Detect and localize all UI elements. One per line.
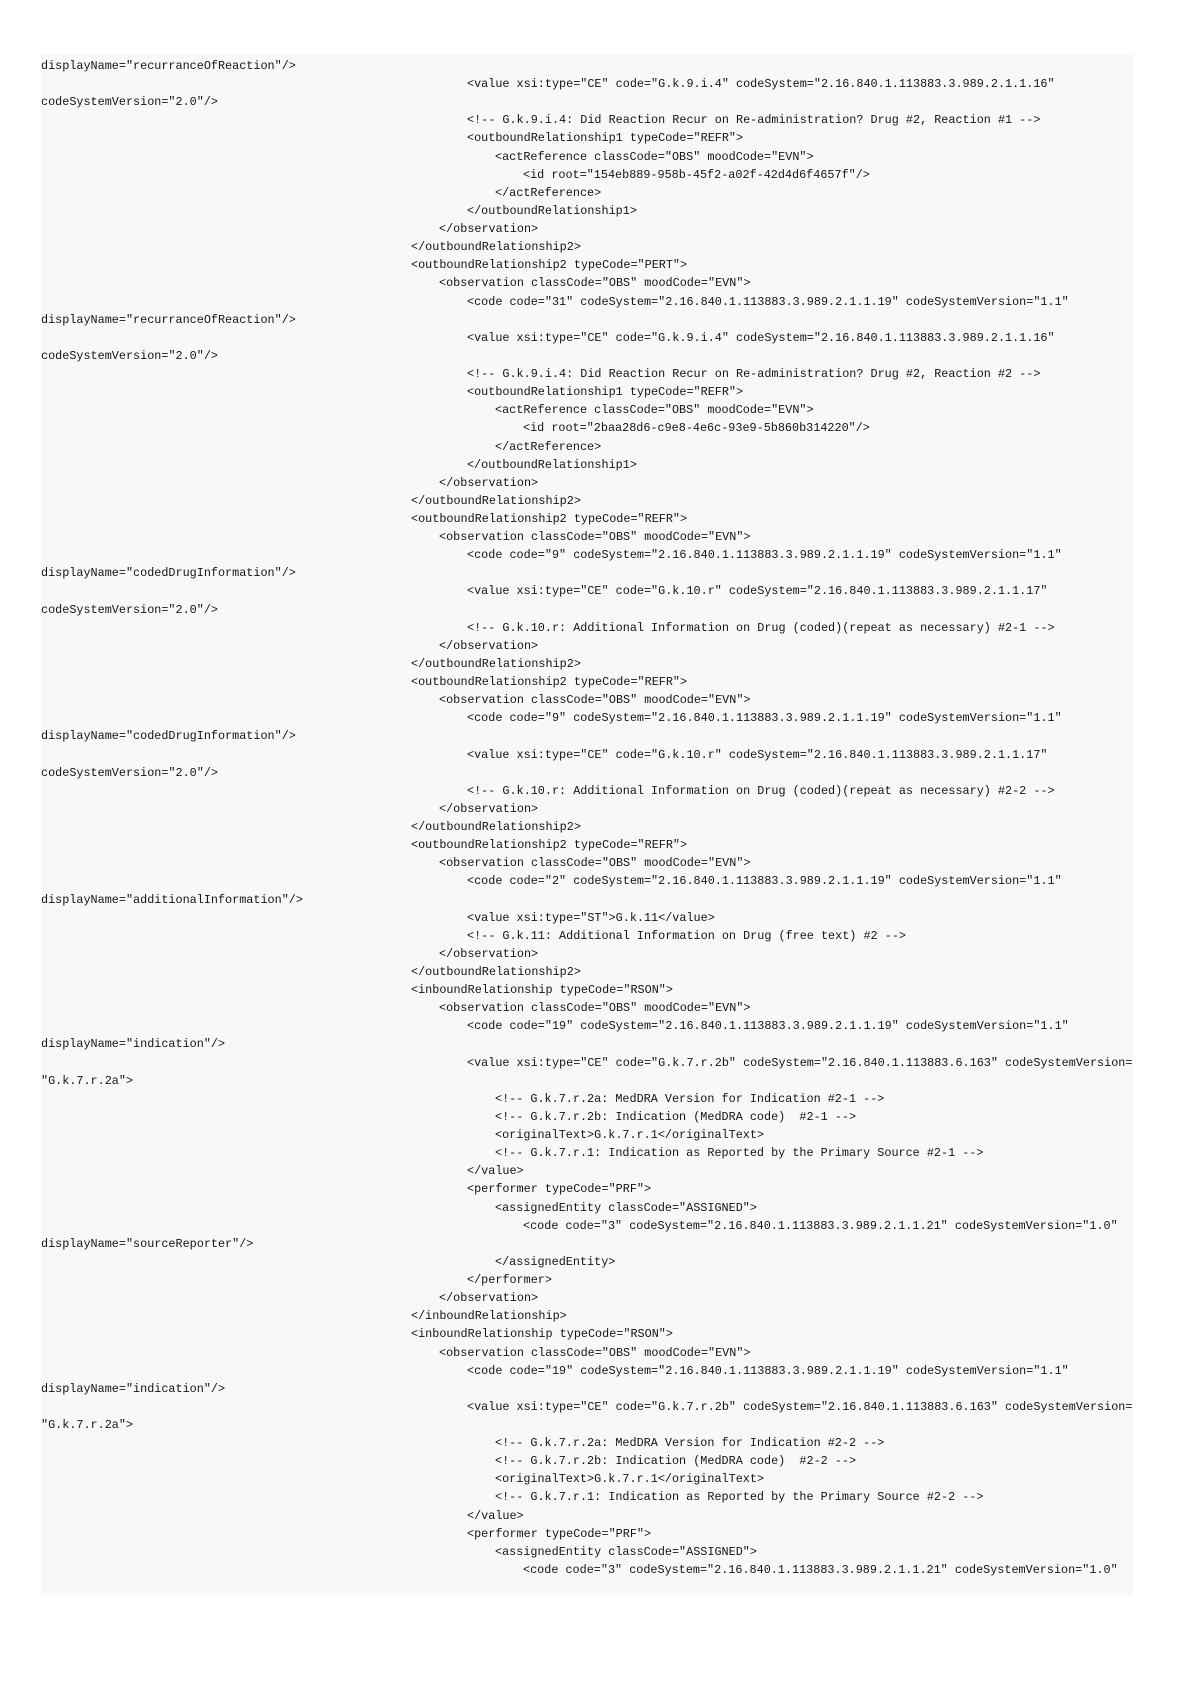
wrapped-code-line: codeSystemVersion="2.0"/> <box>41 765 218 780</box>
code-line: <!-- G.k.7.r.1: Indication as Reported by the Primary Source #2-2 --> <box>495 1490 984 1505</box>
code-line: <observation classCode="OBS" moodCode="EVN"> <box>439 1345 751 1360</box>
code-line: <actReference classCode="OBS" moodCode="EVN"> <box>495 403 814 418</box>
code-line: </observation> <box>439 1291 539 1306</box>
code-line: <value xsi:type="CE" code="G.k.10.r" codeSystem="2.16.840.1.113883.3.989.2.1.1.17" <box>467 584 1048 599</box>
code-line: <observation classCode="OBS" moodCode="EVN"> <box>439 530 751 545</box>
code-line: <observation classCode="OBS" moodCode="EVN"> <box>439 693 751 708</box>
code-line: <!-- G.k.7.r.2b: Indication (MedDRA code) #2-2 --> <box>495 1454 857 1469</box>
code-line: <performer typeCode="PRF"> <box>467 1182 652 1197</box>
code-line: <value xsi:type="CE" code="G.k.7.r.2b" codeSystem="2.16.840.1.113883.6.163" codeSystemVersion= <box>467 1399 1133 1414</box>
code-line: <code code="9" codeSystem="2.16.840.1.113883.3.989.2.1.1.19" codeSystemVersion="1.1" <box>467 711 1062 726</box>
code-line: <code code="9" codeSystem="2.16.840.1.113883.3.989.2.1.1.19" codeSystemVersion="1.1" <box>467 548 1062 563</box>
code-line: </assignedEntity> <box>495 1254 616 1269</box>
code-line: <value xsi:type="CE" code="G.k.7.r.2b" codeSystem="2.16.840.1.113883.6.163" codeSystemVersion= <box>467 1055 1133 1070</box>
code-line: <code code="3" codeSystem="2.16.840.1.113883.3.989.2.1.1.21" codeSystemVersion="1.0" <box>523 1562 1118 1577</box>
code-line: <value xsi:type="ST">G.k.11</value> <box>467 910 715 925</box>
wrapped-code-line: "G.k.7.r.2a"> <box>41 1418 134 1432</box>
code-line: <outboundRelationship1 typeCode="REFR"> <box>467 385 744 400</box>
code-line: <!-- G.k.11: Additional Information on Drug (free text) #2 --> <box>467 928 906 943</box>
code-line: <value xsi:type="CE" code="G.k.10.r" codeSystem="2.16.840.1.113883.3.989.2.1.1.17" <box>467 747 1048 762</box>
code-line: </observation> <box>439 222 539 237</box>
code-line: </outboundRelationship2> <box>411 493 581 508</box>
wrapped-code-line: displayName="recurranceOfReaction"/> <box>41 59 296 73</box>
code-line: <observation classCode="OBS" moodCode="EVN"> <box>439 276 751 291</box>
code-line: </observation> <box>439 638 539 653</box>
code-line: <observation classCode="OBS" moodCode="EVN"> <box>439 856 751 871</box>
code-line: <outboundRelationship2 typeCode="REFR"> <box>411 512 688 526</box>
code-line: <!-- G.k.10.r: Additional Information on Drug (coded)(repeat as necessary) #2-1 --> <box>467 620 1055 635</box>
code-line: </value> <box>467 1508 524 1523</box>
code-line: </outboundRelationship2> <box>411 240 581 255</box>
code-line: </outboundRelationship1> <box>467 457 637 472</box>
wrapped-code-line: displayName="recurranceOfReaction"/> <box>41 312 296 327</box>
code-line: <value xsi:type="CE" code="G.k.9.i.4" codeSystem="2.16.840.1.113883.3.989.2.1.1.16" <box>467 330 1055 345</box>
code-line: <outboundRelationship2 typeCode="PERT"> <box>411 258 688 273</box>
wrapped-code-line: displayName="additionalInformation"/> <box>41 892 303 907</box>
wrapped-code-line: codeSystemVersion="2.0"/> <box>41 348 218 363</box>
wrapped-code-line: displayName="codedDrugInformation"/> <box>41 566 296 581</box>
code-line: <assignedEntity classCode="ASSIGNED"> <box>495 1544 757 1559</box>
code-line: <value xsi:type="CE" code="G.k.9.i.4" codeSystem="2.16.840.1.113883.3.989.2.1.1.16" <box>467 77 1055 92</box>
code-line: <code code="3" codeSystem="2.16.840.1.113883.3.989.2.1.1.21" codeSystemVersion="1.0" <box>523 1218 1118 1233</box>
code-line: <outboundRelationship2 typeCode="REFR"> <box>411 838 688 853</box>
code-line: </value> <box>467 1164 524 1179</box>
code-line: <id root="2baa28d6-c9e8-4e6c-93e9-5b860b314220"/> <box>523 421 870 436</box>
code-line: <assignedEntity classCode="ASSIGNED"> <box>495 1200 757 1215</box>
code-line: <id root="154eb889-958b-45f2-a02f-42d4d6f4657f"/> <box>523 167 870 182</box>
code-line: </inboundRelationship> <box>411 1309 567 1324</box>
code-line: </outboundRelationship2> <box>411 656 581 671</box>
wrapped-code-line: displayName="codedDrugInformation"/> <box>41 729 296 744</box>
code-line: </actReference> <box>495 185 602 200</box>
code-line: </outboundRelationship2> <box>411 820 581 835</box>
code-line: </observation> <box>439 801 539 816</box>
xml-code-page <box>41 54 1133 1595</box>
code-line: <actReference classCode="OBS" moodCode="EVN"> <box>495 149 814 164</box>
code-line: <!-- G.k.7.r.1: Indication as Reported by the Primary Source #2-1 --> <box>495 1146 984 1161</box>
code-line: <!-- G.k.9.i.4: Did Reaction Recur on Re-administration? Drug #2, Reaction #2 --> <box>467 367 1041 382</box>
code-line: <observation classCode="OBS" moodCode="EVN"> <box>439 1001 751 1016</box>
wrapped-code-line: displayName="indication"/> <box>41 1037 226 1052</box>
wrapped-code-line: "G.k.7.r.2a"> <box>41 1073 134 1088</box>
wrapped-code-line: displayName="sourceReporter"/> <box>41 1236 254 1251</box>
code-line: <!-- G.k.7.r.2a: MedDRA Version for Indication #2-1 --> <box>495 1091 885 1106</box>
code-line: </outboundRelationship1> <box>467 203 637 218</box>
code-line: <code code="19" codeSystem="2.16.840.1.113883.3.989.2.1.1.19" codeSystemVersion="1.1" <box>467 1363 1069 1378</box>
code-line: </outboundRelationship2> <box>411 965 581 979</box>
code-line: <originalText>G.k.7.r.1</originalText> <box>495 1472 765 1487</box>
code-line: </observation> <box>439 946 539 961</box>
wrapped-code-line: codeSystemVersion="2.0"/> <box>41 95 218 110</box>
code-line: </actReference> <box>495 439 602 454</box>
code-line: <!-- G.k.7.r.2a: MedDRA Version for Indication #2-2 --> <box>495 1436 885 1451</box>
code-line: <inboundRelationship typeCode="RSON"> <box>411 983 673 998</box>
wrapped-code-line: codeSystemVersion="2.0"/> <box>41 602 218 617</box>
code-line: <code code="19" codeSystem="2.16.840.1.113883.3.989.2.1.1.19" codeSystemVersion="1.1" <box>467 1019 1069 1034</box>
code-line: <outboundRelationship1 typeCode="REFR"> <box>467 131 744 146</box>
code-line: </observation> <box>439 475 539 490</box>
code-line: <originalText>G.k.7.r.1</originalText> <box>495 1128 765 1143</box>
code-line: <code code="31" codeSystem="2.16.840.1.113883.3.989.2.1.1.19" codeSystemVersion="1.1" <box>467 294 1069 309</box>
code-line: <!-- G.k.10.r: Additional Information on Drug (coded)(repeat as necessary) #2-2 --> <box>467 783 1055 798</box>
code-line: <outboundRelationship2 typeCode="REFR"> <box>411 675 688 690</box>
wrapped-code-line: displayName="indication"/> <box>41 1381 226 1396</box>
code-line: <code code="2" codeSystem="2.16.840.1.113883.3.989.2.1.1.19" codeSystemVersion="1.1" <box>467 874 1062 889</box>
code-line: <!-- G.k.7.r.2b: Indication (MedDRA code) #2-1 --> <box>495 1109 857 1124</box>
code-line: <!-- G.k.9.i.4: Did Reaction Recur on Re-administration? Drug #2, Reaction #1 --> <box>467 113 1041 128</box>
code-line: <performer typeCode="PRF"> <box>467 1526 652 1541</box>
code-line: <inboundRelationship typeCode="RSON"> <box>411 1327 673 1342</box>
code-line: </performer> <box>467 1273 552 1288</box>
